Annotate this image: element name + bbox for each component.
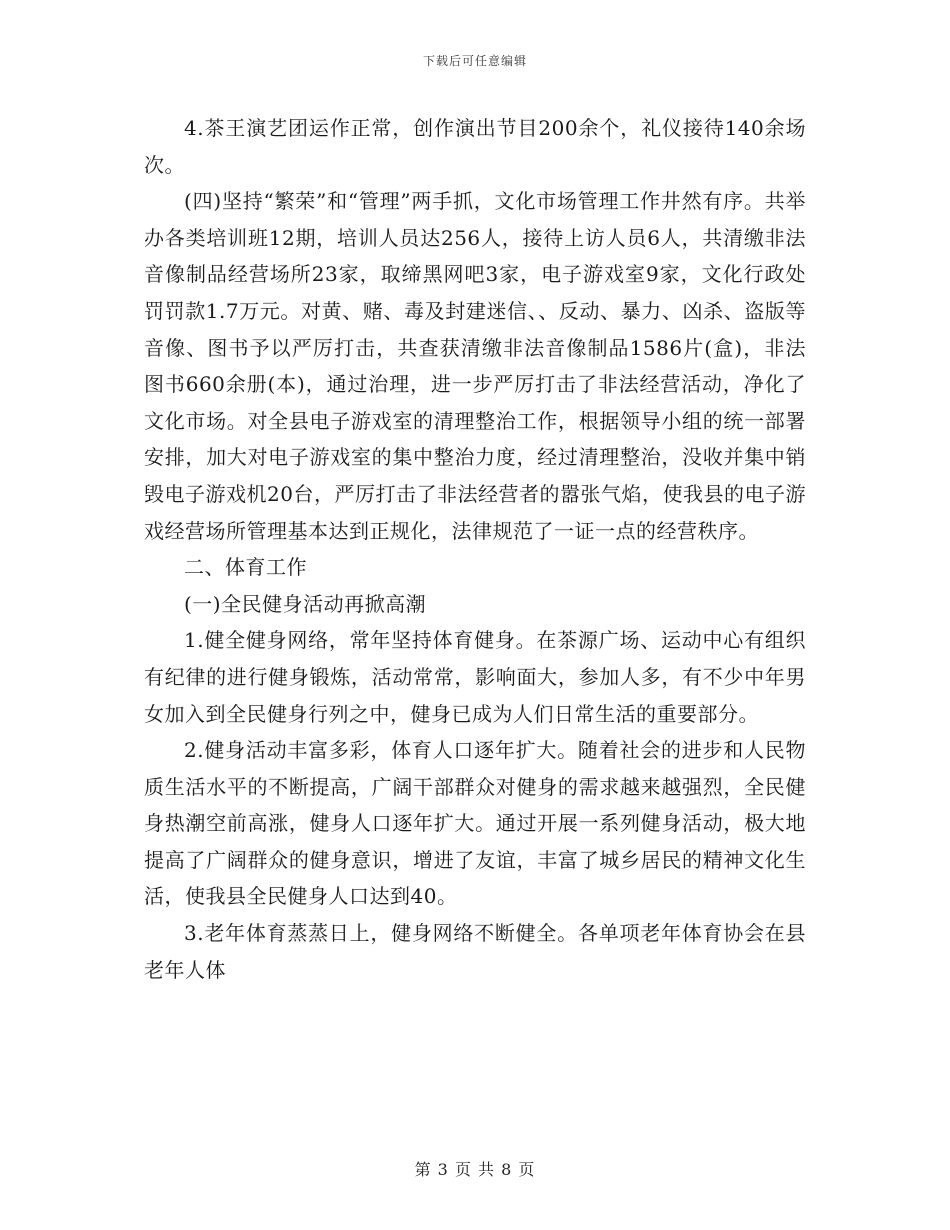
page-header: 下载后可任意编辑 [422, 54, 527, 68]
document-body [144, 110, 806, 988]
paragraph-fitness-activities: 2.健身活动丰富多彩，体育人口逐年扩大。随着社会的进步和人民物质生活水平的不断提高，广阔干部群众对健身的需求越来越强烈，全民健身热潮空前高涨，健身人口逐年扩大。通过开展一系列健身活动，极大地提高了广阔群众的健身意识，增进了友谊，丰富了城乡居民的精神文化生活，使我县全民健身人口达到40。 [144, 738, 806, 909]
paragraph-market-management: (四)坚持“繁荣”和“管理”两手抓，文化市场管理工作井然有序。共举办各类培训班12期，培训人员达256人，接待上访人员6人，共清缴非法音像制品经营场所23家，取缔黑网吧3家，电子游戏室9家，文化行政处罚罚款1.7万元。对黄、赌、毒及封建迷信、、反动、暴力、凶杀、盗版等音像、图书予以严厉打击，共查获清缴非法音像制品1586片(盒)，非法图书660余册(本)，通过治理，进一步严厉打击了非法经营活动，净化了文化市场。对全县电子游戏室的清理整治工作，根据领导小组的统一部署安排，加大对电子游戏室的集中整治力度，经过清理整治，没收并集中销毁电子游戏机20台，严厉打击了非法经营者的嚣张气焰，使我县的电子游戏经营场所管理基本达到正规化，法律规范了一证一点的经营秩序。 [144, 189, 806, 543]
subsection-heading-fitness: (一)全民健身活动再掀高潮 [184, 591, 427, 616]
paragraph-elderly-sports: 3.老年体育蒸蒸日上，健身网络不断健全。各单项老年体育协会在县老年人体 [144, 921, 806, 982]
section-heading-sports: 二、体育工作 [184, 555, 307, 580]
page-footer: 第 3 页 共 8 页 [414, 1160, 536, 1179]
paragraph-fitness-network: 1.健全健身网络，常年坚持体育健身。在茶源广场、运动中心有组织有纪律的进行健身锻炼，活动常常，影响面大，参加人多，有不少中年男女加入到全民健身行列之中，健身已成为人们日常生活的重要部分。 [144, 628, 806, 726]
paragraph-troupe: 4.茶王演艺团运作正常，创作演出节目200余个，礼仪接待140余场次。 [144, 116, 806, 177]
